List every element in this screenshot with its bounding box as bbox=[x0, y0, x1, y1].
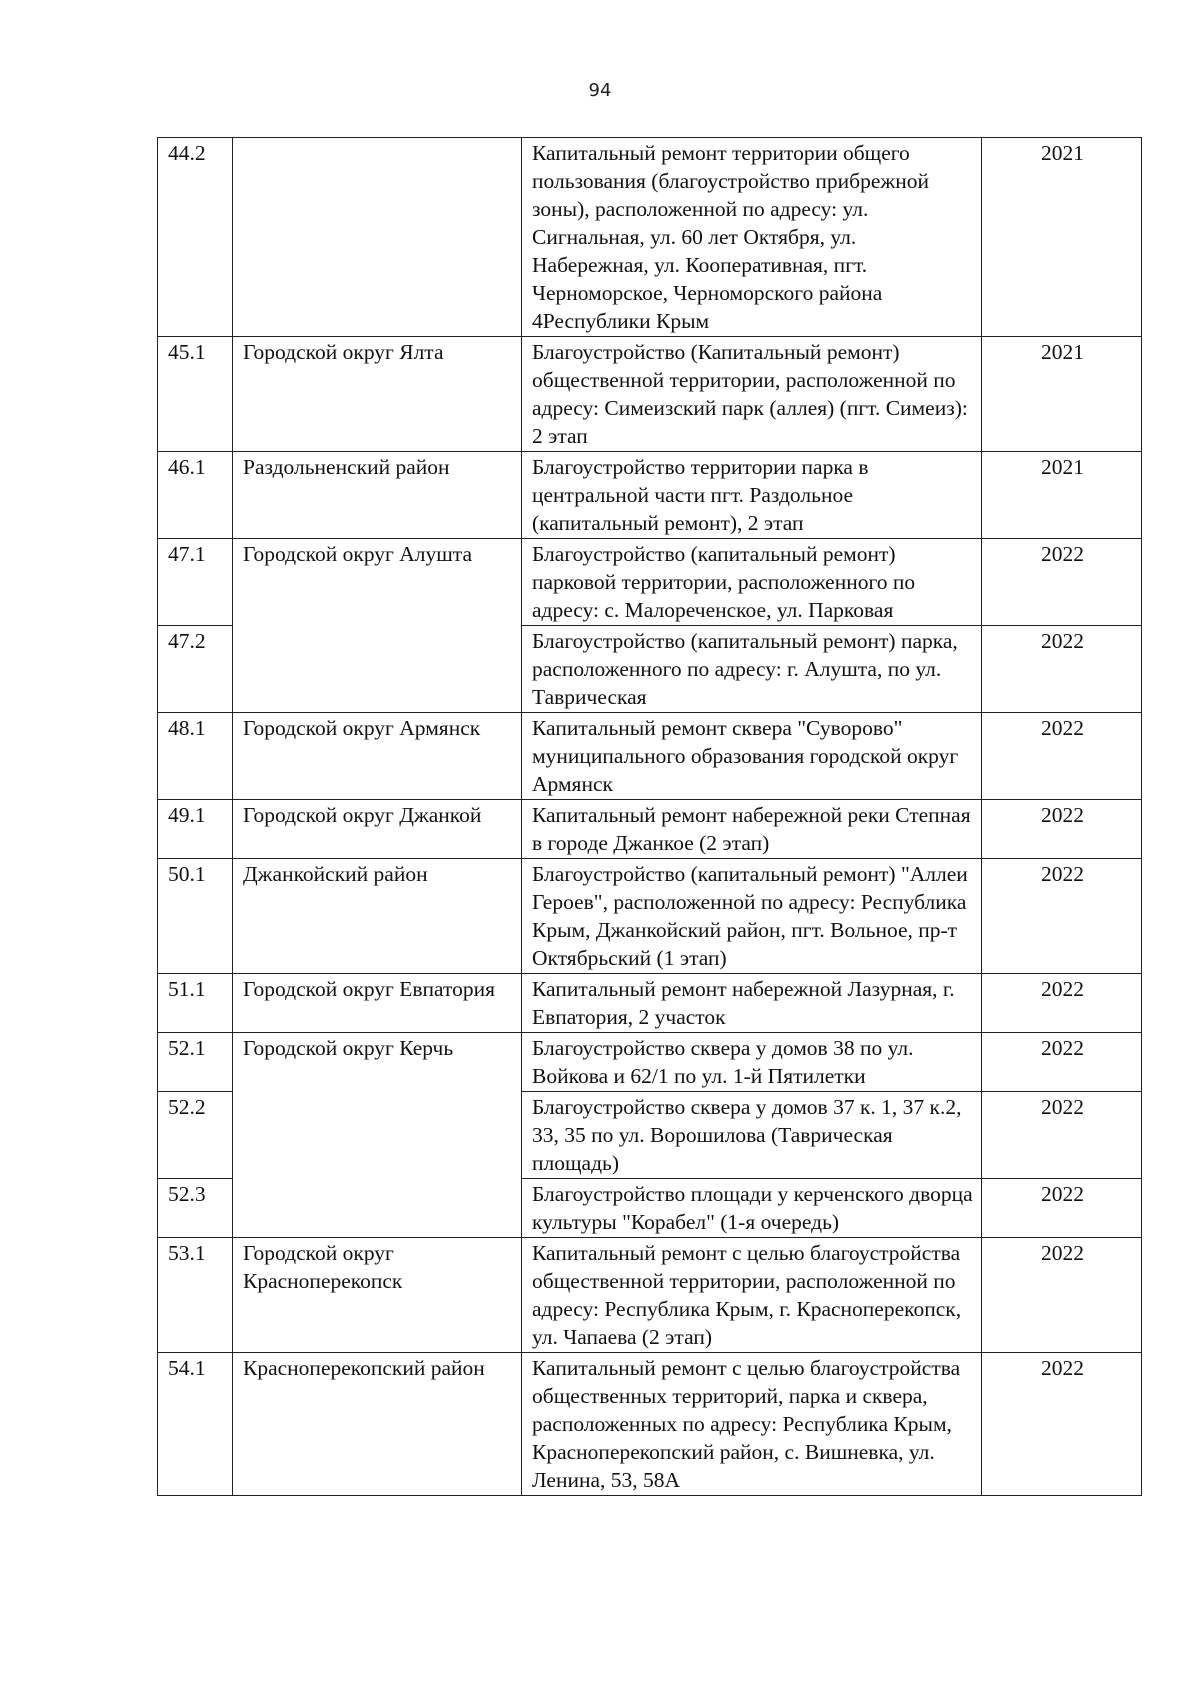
year-cell: 2022 bbox=[982, 974, 1142, 1033]
year-cell: 2021 bbox=[982, 138, 1142, 337]
row-number: 52.2 bbox=[158, 1092, 233, 1179]
page-number: 94 bbox=[588, 80, 612, 101]
object-description: Благоустройство площади у керченского дворца культуры "Корабел" (1-я очередь) bbox=[522, 1179, 982, 1238]
object-description: Капитальный ремонт с целью благоустройства общественной территории, расположенной по адресу: Республика Крым, г. Красноперекопск, ул. Чапаева (2 этап) bbox=[522, 1238, 982, 1353]
table-row bbox=[158, 1353, 1142, 1496]
object-description: Капитальный ремонт территории общего пользования (благоустройство прибрежной зоны), расположенной по адресу: ул. Сигнальная, ул. 60 лет Октября, ул. Набережная, ул. Кооперативная, пгт. Черноморское, Черноморского района 4Республики Крым bbox=[522, 138, 982, 337]
year-cell: 2022 bbox=[982, 859, 1142, 974]
table-row bbox=[158, 539, 1142, 626]
table-row bbox=[158, 1238, 1142, 1353]
table-row bbox=[158, 859, 1142, 974]
row-number: 50.1 bbox=[158, 859, 233, 974]
table-row bbox=[158, 1033, 1142, 1092]
object-description: Капитальный ремонт набережной Лазурная, г. Евпатория, 2 участок bbox=[522, 974, 982, 1033]
year-cell: 2022 bbox=[982, 1238, 1142, 1353]
row-number: 44.2 bbox=[158, 138, 233, 337]
object-description: Благоустройство (Капитальный ремонт) общественной территории, расположенной по адресу: Симеизский парк (аллея) (пгт. Симеиз): 2 этап bbox=[522, 337, 982, 452]
year-cell: 2022 bbox=[982, 539, 1142, 626]
row-number: 52.3 bbox=[158, 1179, 233, 1238]
row-number: 46.1 bbox=[158, 452, 233, 539]
table-row bbox=[158, 974, 1142, 1033]
row-number: 47.2 bbox=[158, 626, 233, 713]
object-description: Благоустройство территории парка в центральной части пгт. Раздольное (капитальный ремонт), 2 этап bbox=[522, 452, 982, 539]
year-cell: 2022 bbox=[982, 1353, 1142, 1496]
municipality-cell: Красноперекопский район bbox=[233, 1353, 522, 1496]
object-description: Благоустройство сквера у домов 37 к. 1, 37 к.2, 33, 35 по ул. Ворошилова (Таврическая площадь) bbox=[522, 1092, 982, 1179]
year-cell: 2022 bbox=[982, 1092, 1142, 1179]
row-number: 52.1 bbox=[158, 1033, 233, 1092]
object-description: Благоустройство сквера у домов 38 по ул. Войкова и 62/1 по ул. 1-й Пятилетки bbox=[522, 1033, 982, 1092]
object-description: Капитальный ремонт сквера "Суворово" муниципального образования городской округ Армянск bbox=[522, 713, 982, 800]
table-row bbox=[158, 800, 1142, 859]
year-cell: 2022 bbox=[982, 800, 1142, 859]
year-cell: 2022 bbox=[982, 1033, 1142, 1092]
object-description: Благоустройство (капитальный ремонт) парка, расположенного по адресу: г. Алушта, по ул. Таврическая bbox=[522, 626, 982, 713]
municipality-cell: Городской округ Алушта bbox=[233, 539, 522, 713]
year-cell: 2021 bbox=[982, 337, 1142, 452]
year-cell: 2022 bbox=[982, 1179, 1142, 1238]
row-number: 47.1 bbox=[158, 539, 233, 626]
row-number: 49.1 bbox=[158, 800, 233, 859]
object-description: Капитальный ремонт с целью благоустройства общественных территорий, парка и сквера, расположенных по адресу: Республика Крым, Красноперекопский район, с. Вишневка, ул. Ленина, 53, 58А bbox=[522, 1353, 982, 1496]
object-description: Благоустройство (капитальный ремонт) "Аллеи Героев", расположенной по адресу: Республика Крым, Джанкойский район, пгт. Вольное, пр-т Октябрьский (1 этап) bbox=[522, 859, 982, 974]
municipality-cell: Городской округ Армянск bbox=[233, 713, 522, 800]
row-number: 45.1 bbox=[158, 337, 233, 452]
municipality-cell: Городской округ Ялта bbox=[233, 337, 522, 452]
table-row bbox=[158, 452, 1142, 539]
municipality-cell: Городской округ Керчь bbox=[233, 1033, 522, 1238]
row-number: 48.1 bbox=[158, 713, 233, 800]
row-number: 51.1 bbox=[158, 974, 233, 1033]
object-description: Капитальный ремонт набережной реки Степная в городе Джанкое (2 этап) bbox=[522, 800, 982, 859]
municipality-cell: Раздольненский район bbox=[233, 452, 522, 539]
row-number: 53.1 bbox=[158, 1238, 233, 1353]
year-cell: 2022 bbox=[982, 713, 1142, 800]
municipality-cell: Городской округ Джанкой bbox=[233, 800, 522, 859]
municipality-cell: Городской округ Евпатория bbox=[233, 974, 522, 1033]
year-cell: 2022 bbox=[982, 626, 1142, 713]
row-number: 54.1 bbox=[158, 1353, 233, 1496]
table-row bbox=[158, 337, 1142, 452]
object-description: Благоустройство (капитальный ремонт) парковой территории, расположенного по адресу: с. Малореченское, ул. Парковая bbox=[522, 539, 982, 626]
municipality-cell bbox=[233, 138, 522, 337]
year-cell: 2021 bbox=[982, 452, 1142, 539]
municipality-cell: Городской округ Красноперекопск bbox=[233, 1238, 522, 1353]
municipality-cell: Джанкойский район bbox=[233, 859, 522, 974]
program-objects-table bbox=[157, 137, 1142, 1496]
table-row bbox=[158, 138, 1142, 337]
table-row bbox=[158, 713, 1142, 800]
